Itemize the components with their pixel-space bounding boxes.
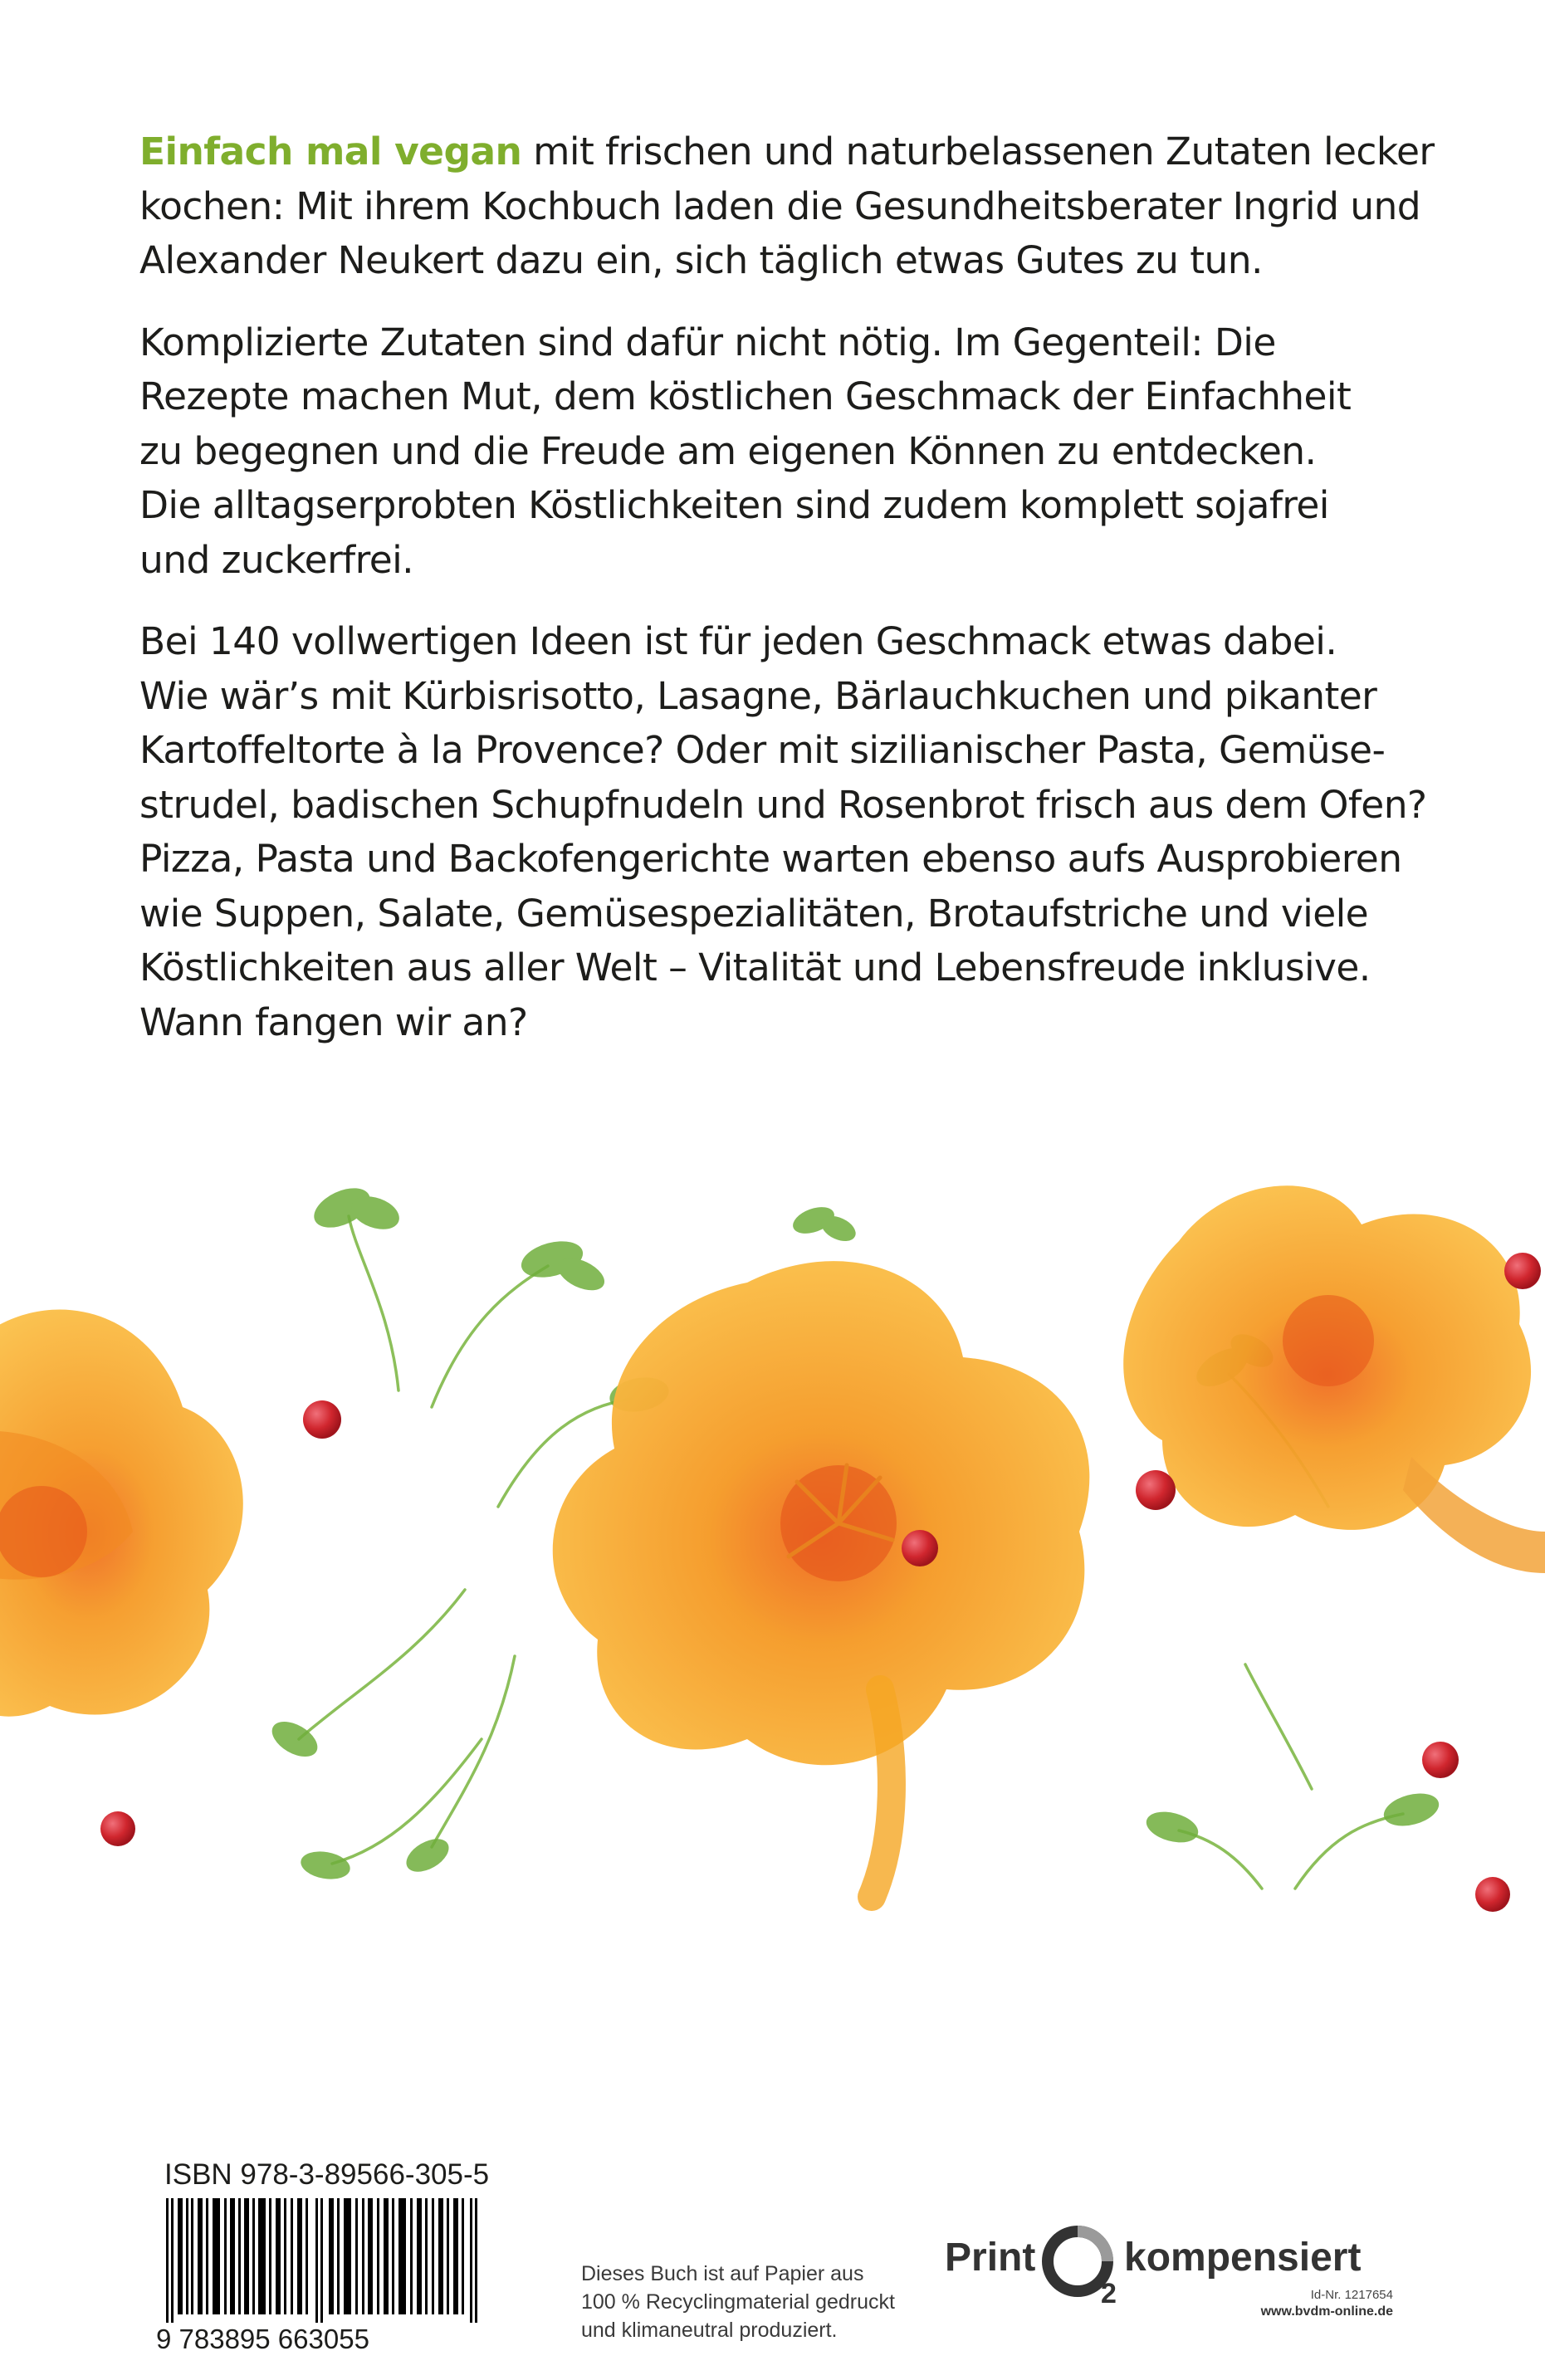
intro-line-3: Alexander Neukert dazu ein, sich täglich etwas Gutes zu tun.	[139, 238, 1263, 282]
flower-left	[0, 1310, 243, 1717]
paragraph-intro	[139, 125, 1435, 288]
print-logo-url: www.bvdm-online.de	[1260, 2304, 1393, 2319]
blurb-text	[139, 125, 1435, 1077]
berry	[1422, 1742, 1459, 1778]
berry	[902, 1530, 938, 1566]
flower-illustration	[0, 1158, 1545, 2129]
barcode	[158, 2198, 490, 2323]
berry	[303, 1400, 341, 1439]
recipes-line: strudel, badischen Schupfnudeln und Rosenbrot frisch aus dem Ofen?	[139, 782, 1427, 827]
print-logo-word-print: Print	[945, 2236, 1036, 2280]
recycling-note-line: Dieses Buch ist auf Papier aus	[581, 2262, 864, 2285]
flower-right	[1123, 1185, 1545, 1573]
berry	[1504, 1253, 1541, 1289]
paragraph-ingredients	[139, 315, 1435, 588]
intro-line-1	[139, 125, 1435, 179]
ingredients-line: Komplizierte Zutaten sind dafür nicht nötig. Im Gegenteil: Die	[139, 320, 1276, 364]
highlight-lead: Einfach mal vegan	[139, 130, 522, 173]
isbn-number: ISBN 978-3-89566-305-5	[164, 2158, 490, 2191]
recipes-line: Wie wär’s mit Kürbisrisotto, Lasagne, Bärlauchkuchen und pikanter	[139, 673, 1377, 718]
ingredients-line: Die alltagserprobten Köstlichkeiten sind zudem komplett sojafrei	[139, 483, 1329, 527]
paragraph-recipes	[139, 614, 1435, 1049]
barcode-digits: 9 783895 663055	[156, 2324, 369, 2354]
print-logo-id: Id-Nr. 1217654	[1310, 2288, 1393, 2302]
recipes-line: Bei 140 vollwertigen Ideen ist für jeden Geschmack etwas dabei.	[139, 619, 1337, 663]
recipes-line: Wann fangen wir an?	[139, 999, 528, 1044]
co2-subscript: 2	[1101, 2278, 1117, 2308]
recipes-line: Pizza, Pasta und Backofengerichte warten ebenso aufs Ausprobieren	[139, 837, 1402, 881]
recipes-line: Kartoffeltorte à la Provence? Oder mit sizilianischer Pasta, Gemüse-	[139, 728, 1386, 772]
ingredients-line: Rezepte machen Mut, dem köstlichen Geschmack der Einfachheit	[139, 374, 1352, 418]
berry	[1136, 1470, 1176, 1510]
intro-line-1-rest: mit frischen und naturbelassenen Zutaten lecker	[521, 130, 1435, 173]
recycling-note-line: und klimaneutral produziert.	[581, 2319, 838, 2342]
print-co2-logo	[945, 2218, 1393, 2359]
intro-line-2: kochen: Mit ihrem Kochbuch laden die Gesundheitsberater Ingrid und	[139, 183, 1420, 228]
ingredients-line: und zuckerfrei.	[139, 537, 414, 582]
berry	[100, 1811, 135, 1846]
flower-center	[553, 1261, 1090, 1897]
co2-ring-icon	[1041, 2225, 1121, 2308]
recycling-note-line: 100 % Recyclingmaterial gedruckt	[581, 2290, 895, 2314]
berry	[1475, 1877, 1510, 1912]
recipes-line: Köstlichkeiten aus aller Welt – Vitalität und Lebensfreude inklusive.	[139, 946, 1371, 990]
recycling-note	[581, 2260, 895, 2344]
ingredients-line: zu begegnen und die Freude am eigenen Können zu entdecken.	[139, 428, 1317, 473]
recipes-line: wie Suppen, Salate, Gemüsespezialitäten, Brotaufstriche und viele	[139, 891, 1369, 936]
print-logo-word-kompensiert: kompensiert	[1124, 2236, 1362, 2280]
